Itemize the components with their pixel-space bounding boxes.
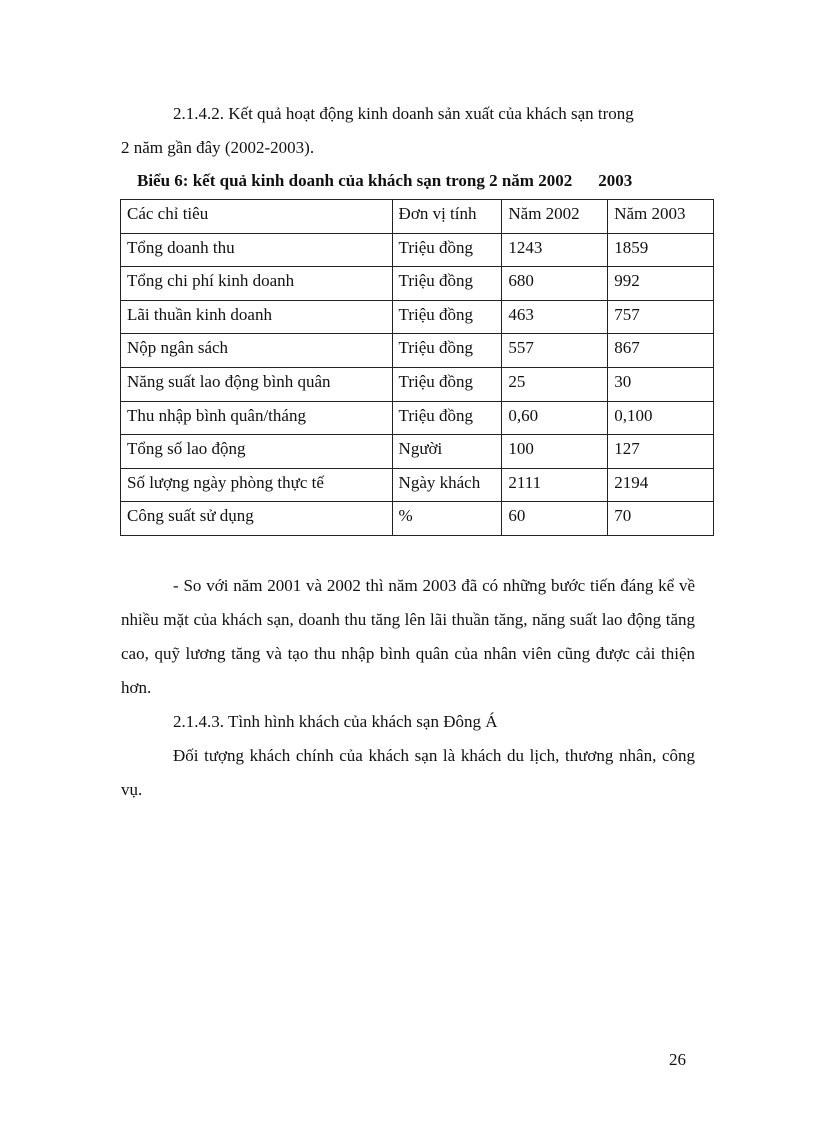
- section-heading-line2: 2 năm gần đây (2002-2003).: [121, 138, 315, 157]
- table-cell: Tổng chi phí kinh doanh: [121, 267, 393, 301]
- table-row: [121, 502, 714, 536]
- table-header-row: [121, 200, 714, 234]
- table-row: [121, 435, 714, 469]
- section-heading-2-1-4-3-text: 2.1.4.3. Tình hình khách của khách sạn Đông Á: [173, 712, 498, 731]
- table-cell: 1243: [502, 233, 608, 267]
- table-cell: Số lượng ngày phòng thực tế: [121, 468, 393, 502]
- section-heading-2-1-4-3: [121, 705, 695, 739]
- table-row: [121, 468, 714, 502]
- table-cell: 463: [502, 300, 608, 334]
- body-paragraph-2: [121, 739, 695, 807]
- table-cell: 992: [608, 267, 714, 301]
- table-cell: Triệu đồng: [392, 334, 502, 368]
- table-cell: Triệu đồng: [392, 367, 502, 401]
- table-cell: Triệu đồng: [392, 267, 502, 301]
- table-cell: %: [392, 502, 502, 536]
- table-cell: Triệu đồng: [392, 401, 502, 435]
- table-cell: 680: [502, 267, 608, 301]
- header-cell: Năm 2003: [608, 200, 714, 234]
- table-row: [121, 367, 714, 401]
- table-cell: Năng suất lao động bình quân: [121, 367, 393, 401]
- table-cell: Triệu đồng: [392, 300, 502, 334]
- table-cell: Người: [392, 435, 502, 469]
- table-cell: 867: [608, 334, 714, 368]
- table-cell: Triệu đồng: [392, 233, 502, 267]
- body-paragraph-2-text: Đối tượng khách chính của khách sạn là khách du lịch, thương nhân, công vụ.: [121, 746, 695, 799]
- results-table: [120, 199, 714, 536]
- section-heading-line1: 2.1.4.2. Kết quả hoạt động kinh doanh sản xuất của khách sạn trong: [173, 104, 634, 123]
- table-row: [121, 401, 714, 435]
- header-cell: Các chỉ tiêu: [121, 200, 393, 234]
- table-cell: Công suất sử dụng: [121, 502, 393, 536]
- table-cell: 70: [608, 502, 714, 536]
- body-paragraph-1-text: - So với năm 2001 và 2002 thì năm 2003 đã có những bước tiến đáng kể về nhiều mặt của khách sạn, doanh thu tăng lên lãi thuần tăng, năng suất lao động tăng cao, quỹ lương tăng và tạo thu nhập bình quân của nhân viên cũng được cải thiện hơn.: [121, 576, 695, 697]
- table-cell: Lãi thuần kinh doanh: [121, 300, 393, 334]
- table-cell: 2111: [502, 468, 608, 502]
- table-cell: 100: [502, 435, 608, 469]
- table-caption-year: 2003: [598, 171, 633, 190]
- table-caption-text: Biểu 6: kết quả kinh doanh của khách sạn trong 2 năm 2002: [137, 171, 573, 190]
- table-row: [121, 233, 714, 267]
- table-cell: 557: [502, 334, 608, 368]
- table-cell: Thu nhập bình quân/tháng: [121, 401, 393, 435]
- table-cell: Ngày khách: [392, 468, 502, 502]
- table-cell: Nộp ngân sách: [121, 334, 393, 368]
- table-cell: 127: [608, 435, 714, 469]
- table-cell: 2194: [608, 468, 714, 502]
- page-number: 26: [669, 1050, 686, 1069]
- table-row: [121, 300, 714, 334]
- header-cell: Đơn vị tính: [392, 200, 502, 234]
- section-heading-2-1-4-2: [121, 97, 695, 165]
- body-paragraph-1: [121, 569, 695, 705]
- table-cell: 60: [502, 502, 608, 536]
- table-cell: 0,60: [502, 401, 608, 435]
- table-cell: 30: [608, 367, 714, 401]
- table-cell: Tổng doanh thu: [121, 233, 393, 267]
- table-row: [121, 334, 714, 368]
- table-cell: 0,100: [608, 401, 714, 435]
- table-cell: 25: [502, 367, 608, 401]
- table-cell: 1859: [608, 233, 714, 267]
- table-caption: [137, 168, 697, 194]
- table-row: [121, 267, 714, 301]
- table-cell: Tổng số lao động: [121, 435, 393, 469]
- header-cell: Năm 2002: [502, 200, 608, 234]
- table-cell: 757: [608, 300, 714, 334]
